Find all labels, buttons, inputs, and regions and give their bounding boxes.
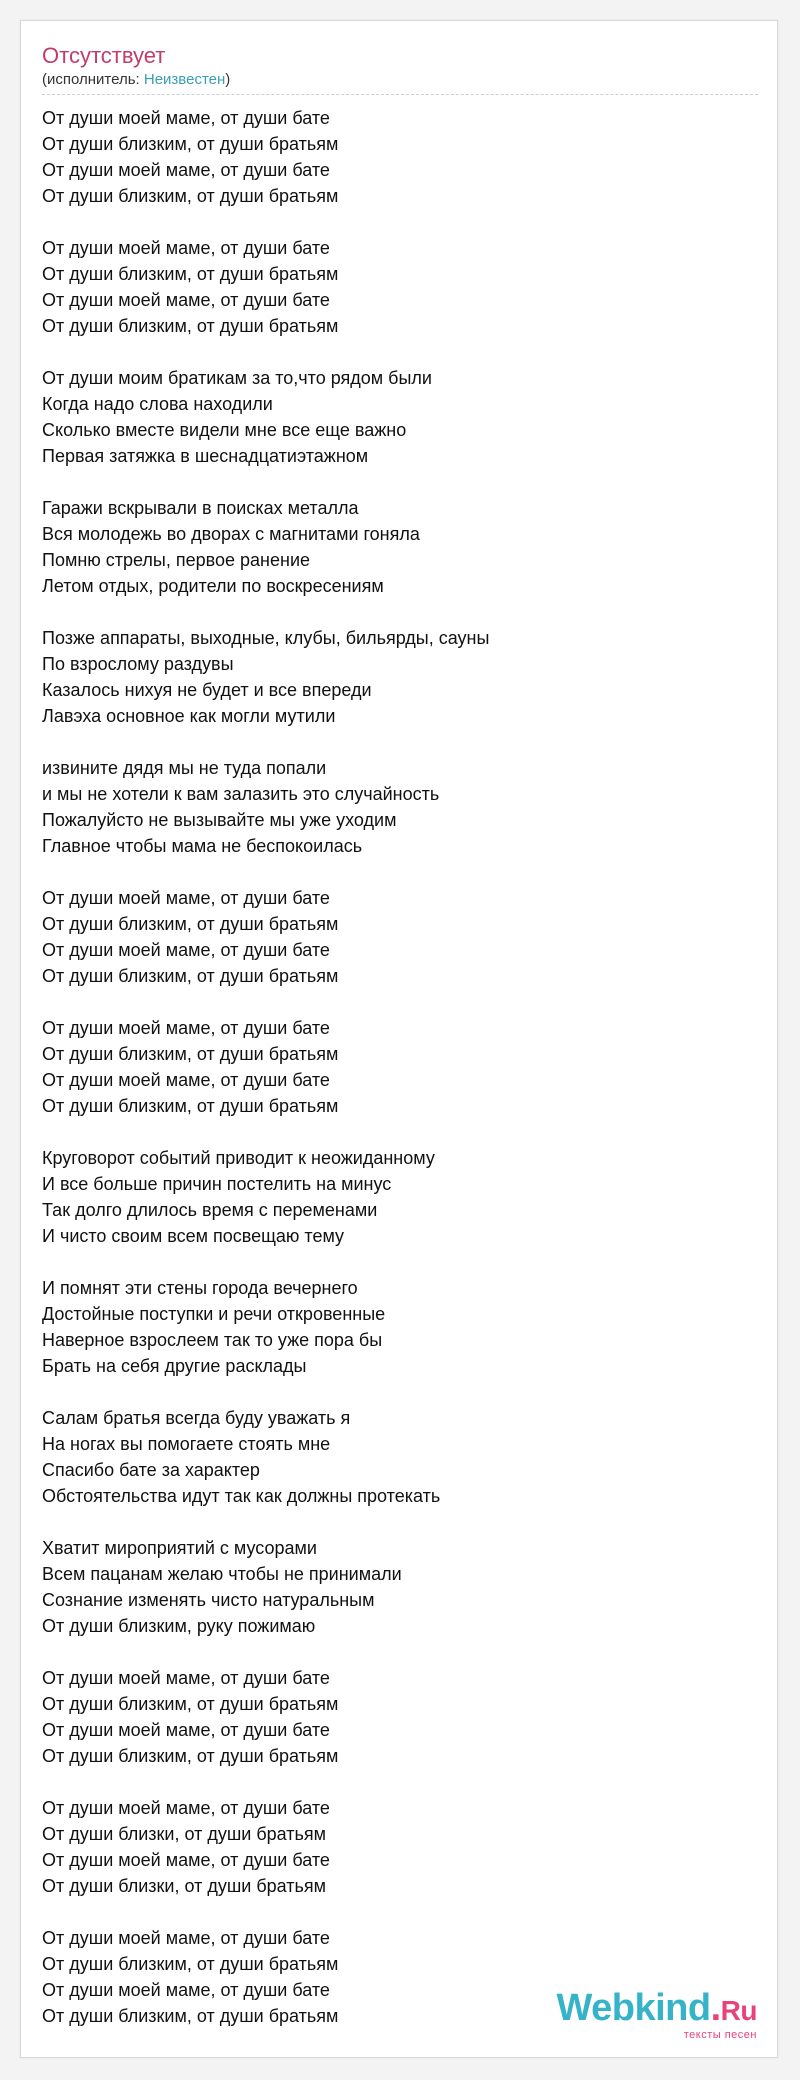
song-title: Отсутствует	[42, 43, 166, 68]
lyrics-line: Круговорот событий приводит к неожиданному	[42, 1148, 435, 1168]
lyrics-line: От души близки, от души братьям	[42, 1824, 327, 1844]
lyrics-line: и мы не хотели к вам залазить это случайность	[42, 784, 440, 804]
lyrics-line: От души моей маме, от души бате	[42, 1070, 330, 1090]
lyrics-line: От души близким, от души братьям	[42, 316, 339, 336]
artist-suffix: )	[225, 71, 231, 88]
lyrics-line: извините дядя мы не туда попали	[42, 758, 327, 778]
lyrics-line: От души близким, руку пожимаю	[42, 1616, 316, 1636]
artist-link[interactable]: Неизвестен	[143, 71, 226, 88]
lyrics-line: От души близким, от души братьям	[42, 966, 339, 986]
lyrics-line: Сознание изменять чисто натуральным	[42, 1590, 375, 1610]
lyrics-line: Брать на себя другие расклады	[42, 1356, 307, 1376]
lyrics-line: Первая затяжка в шеснадцатиэтажном	[42, 446, 369, 466]
lyrics-text	[42, 105, 758, 2055]
lyrics-stanza	[42, 365, 758, 469]
logo-tagline: тексты песен	[683, 2029, 757, 2041]
logo-wordmark: Webkind.Ru	[556, 1987, 757, 2029]
lyrics-line: От души моей маме, от души бате	[42, 1980, 330, 2000]
lyrics-stanza	[42, 105, 758, 209]
lyrics-stanza	[42, 755, 758, 859]
lyrics-line: Летом отдых, родители по воскресениям	[42, 576, 384, 596]
lyrics-line: От души моей маме, от души бате	[42, 160, 330, 180]
lyrics-line: От души моей маме, от души бате	[42, 1720, 330, 1740]
lyrics-line: От души моей маме, от души бате	[42, 290, 330, 310]
lyrics-stanza	[42, 1535, 758, 1639]
lyrics-stanza	[42, 1795, 758, 1899]
lyrics-line: По взрослому раздувы	[42, 654, 234, 674]
lyrics-line: Главное чтобы мама не беспокоилась	[42, 836, 363, 856]
lyrics-line: На ногах вы помогаете стоять мне	[42, 1434, 331, 1454]
lyrics-line: Позже аппараты, выходные, клубы, бильярды, сауны	[42, 628, 490, 648]
lyrics-stanza	[42, 235, 758, 339]
lyrics-line: Наверное взрослеем так то уже пора бы	[42, 1330, 383, 1350]
lyrics-stanza	[42, 1665, 758, 1769]
lyrics-line: От души моей маме, от души бате	[42, 1668, 330, 1688]
lyrics-stanza	[42, 1015, 758, 1119]
artist-prefix: (исполнитель:	[42, 71, 144, 88]
lyrics-line: Спасибо бате за характер	[42, 1460, 260, 1480]
lyrics-line: Казалось нихуя не будет и все впереди	[42, 680, 372, 700]
lyrics-line: Салам братья всегда буду уважать я	[42, 1408, 351, 1428]
lyrics-line: Сколько вместе видели мне все еще важно	[42, 420, 407, 440]
lyrics-stanza	[42, 1275, 758, 1379]
lyrics-line: Помню стрелы, первое ранение	[42, 550, 311, 570]
artist-line	[42, 71, 230, 89]
lyrics-line: И помнят эти стены города вечернего	[42, 1278, 358, 1298]
lyrics-line: Обстоятельства идут так как должны протекать	[42, 1486, 441, 1506]
lyrics-stanza	[42, 625, 758, 729]
lyrics-line: И все больше причин постелить на минус	[42, 1174, 392, 1194]
lyrics-line: Лавэха основное как могли мутили	[42, 706, 336, 726]
lyrics-line: И чисто своим всем посвещаю тему	[42, 1226, 345, 1246]
lyrics-line: От души близким, от души братьям	[42, 134, 339, 154]
lyrics-line: От души моей маме, от души бате	[42, 888, 330, 908]
lyrics-line: От души близким, от души братьям	[42, 1954, 339, 1974]
lyrics-line: От души моей маме, от души бате	[42, 238, 330, 258]
lyrics-line: Так долго длилось время с переменами	[42, 1200, 378, 1220]
lyrics-line: От души моей маме, от души бате	[42, 940, 330, 960]
lyrics-line: От души близки, от души братьям	[42, 1876, 327, 1896]
lyrics-line: От души моей маме, от души бате	[42, 1928, 330, 1948]
lyrics-line: От души близким, от души братьям	[42, 914, 339, 934]
lyrics-line: Достойные поступки и речи откровенные	[42, 1304, 386, 1324]
lyrics-line: От души близким, от души братьям	[42, 2006, 339, 2026]
lyrics-line: От души моей маме, от души бате	[42, 1850, 330, 1870]
lyrics-line: От души моей маме, от души бате	[42, 1018, 330, 1038]
lyrics-line: Гаражи вскрывали в поисках металла	[42, 498, 359, 518]
lyrics-line: От души моей маме, от души бате	[42, 108, 330, 128]
header-divider	[42, 94, 758, 95]
site-logo[interactable]	[556, 1988, 757, 2041]
lyrics-stanza	[42, 1145, 758, 1249]
lyrics-stanza	[42, 1405, 758, 1509]
lyrics-line: От души близким, от души братьям	[42, 264, 339, 284]
lyrics-line: От души близким, от души братьям	[42, 1694, 339, 1714]
lyrics-stanza	[42, 885, 758, 989]
lyrics-line: От души близким, от души братьям	[42, 1746, 339, 1766]
lyrics-line: Вся молодежь во дворах с магнитами гоняла	[42, 524, 420, 544]
lyrics-line: Хватит мироприятий с мусорами	[42, 1538, 317, 1558]
lyrics-stanza	[42, 495, 758, 599]
lyrics-line: От души моим братикам за то,что рядом были	[42, 368, 432, 388]
lyrics-line: От души моей маме, от души бате	[42, 1798, 330, 1818]
lyrics-line: От души близким, от души братьям	[42, 186, 339, 206]
lyrics-line: Всем пацанам желаю чтобы не принимали	[42, 1564, 402, 1584]
lyrics-line: Когда надо слова находили	[42, 394, 273, 414]
lyrics-line: От души близким, от души братьям	[42, 1044, 339, 1064]
lyrics-line: От души близким, от души братьям	[42, 1096, 339, 1116]
lyrics-page	[20, 20, 778, 2058]
lyrics-line: Пожалуйсто не вызывайте мы уже уходим	[42, 810, 397, 830]
